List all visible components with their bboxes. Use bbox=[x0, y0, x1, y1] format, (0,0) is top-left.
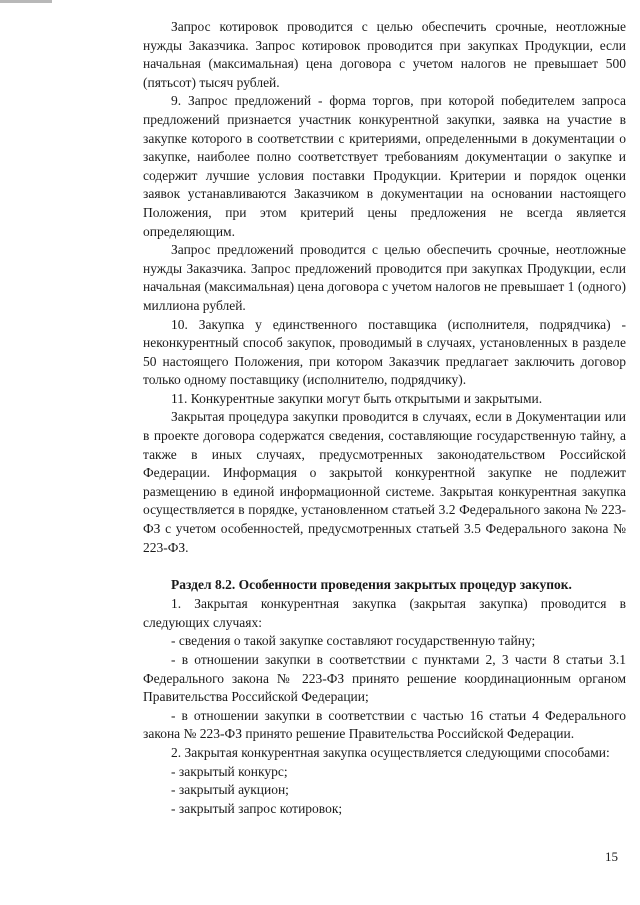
scan-edge-mark bbox=[0, 0, 52, 3]
document-body bbox=[143, 18, 626, 818]
paragraph-item-9-proposal-request: 9. Запрос предложений - форма торгов, при которой победителем запроса предложений признается участник конкурентной закупки, заявка на участие в закупке которого в соответствии с критериями, определенными в документации о закупке, наиболее полно соответствует требованиям документации о закупке и содержит лучшие условия поставки Продукции. Критерии и порядок оценки заявок устанавливаются Заказчиком в документации на основании настоящего Положения, при этом критерий цены предложения не всегда является определяющим. bbox=[143, 93, 626, 239]
list-item: 1. Закрытая конкурентная закупка (закрытая закупка) проводится в следующих случаях: bbox=[143, 596, 626, 630]
list-item: 2. Закрытая конкурентная закупка осуществляется следующими способами: bbox=[171, 744, 610, 760]
paragraph-quotation-request-purpose: Запрос котировок проводится с целью обеспечить срочные, неотложные нужды Заказчика. Запрос котировок проводится при закупках Продукции, если начальная (максимальная) цена договора с учетом налогов не превышает 500 (пятьсот) тысяч рублей. bbox=[143, 19, 626, 90]
list-item: - закрытый конкурс; bbox=[171, 763, 288, 779]
section-heading: Раздел 8.2. Особенности проведения закрытых процедур закупок. bbox=[171, 577, 572, 593]
paragraph-item-11-open-closed: 11. Конкурентные закупки могут быть открытыми и закрытыми. bbox=[171, 390, 543, 406]
paragraph-closed-procedure: Закрытая процедура закупки проводится в случаях, если в Документации или в проекте договора содержатся сведения, составляющие государственную тайну, а также в иных случаях, предусмотренных законодательством Российской Федерации. Информация о закрытой конкурентной закупке не подлежит размещению в единой информационной системе. Закрытая конкурентная закупка осуществляется в порядке, установленном статьей 3.2 Федерального закона № 223-ФЗ с учетом особенностей, предусмотренных статьей 3.5 Федерального закона № 223-ФЗ. bbox=[143, 409, 626, 555]
list-item: - закрытый аукцион; bbox=[171, 782, 289, 798]
paragraph-proposal-request-purpose: Запрос предложений проводится с целью обеспечить срочные, неотложные нужды Заказчика. Запрос предложений проводится при закупках Продукции, если начальная (максимальная) цена договора с учетом налогов не превышает 1 (одного) миллиона рублей. bbox=[143, 242, 626, 313]
list-item: - сведения о такой закупке составляют государственную тайну; bbox=[171, 633, 536, 649]
section-8-2-content bbox=[143, 595, 626, 818]
paragraph-item-10-single-supplier: 10. Закупка у единственного поставщика (исполнителя, подрядчика) - неконкурентный способ закупок, проводимый в случаях, установленных в разделе 50 настоящего Положения, при котором Заказчик предлагает заключить договор только одному поставщику (исполнителю, подрядчику). bbox=[143, 316, 626, 388]
list-item: - в отношении закупки в соответствии с пунктами 2, 3 части 8 статьи 3.1 Федерального закона № 223-ФЗ принято решение координационным органом Правительства Российской Федерации; bbox=[143, 652, 626, 705]
list-item: - закрытый запрос котировок; bbox=[171, 800, 343, 816]
page-number: 15 bbox=[605, 849, 618, 864]
list-item: - в отношении закупки в соответствии с частью 16 статьи 4 Федерального закона № 223-ФЗ принято решение Правительства Российской Федерации. bbox=[143, 707, 626, 742]
